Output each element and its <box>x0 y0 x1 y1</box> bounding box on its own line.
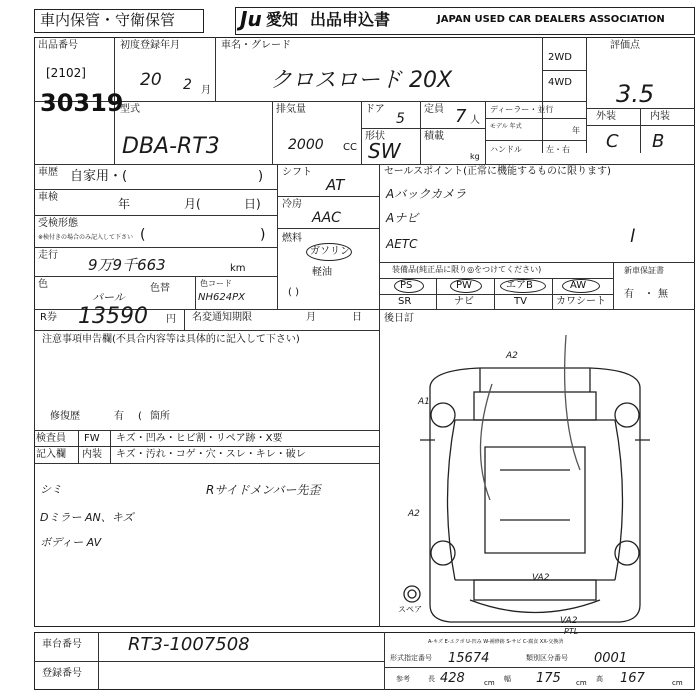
inspector-line-2: Dミラー AN、キズ <box>40 511 134 524</box>
inspector-tag-int: 内装 <box>82 449 102 460</box>
style-value: SW <box>368 139 401 163</box>
fuel-gas: ガソリン <box>310 246 350 257</box>
fuel-diesel: 軽油 <box>312 267 332 278</box>
exterior-value: C <box>606 131 619 152</box>
model-label: 車名・グレード <box>221 40 291 51</box>
repair-place: 箇所 <box>150 411 170 422</box>
drive-4wd: 4WD <box>548 77 572 88</box>
chassis-label: 車台番号 <box>42 639 82 650</box>
mark-va2-bottom: VA2 <box>532 573 550 583</box>
form-cat-value: 0001 <box>594 651 628 666</box>
exterior-label: 外装 <box>596 111 616 122</box>
equip-ps: PS <box>400 280 413 291</box>
receipt-label: 受検形態 <box>38 218 78 229</box>
equip-pw: PW <box>456 280 472 291</box>
history-label: 車歴 <box>38 167 58 178</box>
shift-label: シフト <box>282 167 312 178</box>
drive-2wd: 2WD <box>548 52 572 63</box>
inspection-month: 月( <box>184 197 201 211</box>
displacement-unit: CC <box>343 142 357 153</box>
warranty-no: 無 <box>658 289 668 300</box>
receipt-note: ※検付きの場合のみ記入して下さい <box>38 234 134 241</box>
registration-year: 20 <box>140 70 162 90</box>
dims-len-label: 長 <box>428 675 435 683</box>
dims-wid-unit: cm <box>576 679 587 687</box>
dims-hgt: 167 <box>620 671 645 686</box>
fuel-label: 燃料 <box>282 233 302 244</box>
history-value: 自家用・( <box>70 169 128 184</box>
dims-hgt-unit: cm <box>672 679 683 687</box>
dims-wid-label: 幅 <box>504 675 511 683</box>
tax-day: 日 <box>352 312 362 323</box>
dims-len-unit: cm <box>484 679 495 687</box>
equip-aw: AW <box>570 280 587 291</box>
chassis-value: RT3-1007508 <box>128 634 250 655</box>
inspector-line-3: ボディー AV <box>40 536 102 549</box>
recycle-label: R券 <box>40 312 57 323</box>
loadcap-label: 積載 <box>424 131 444 142</box>
dims-wid: 175 <box>536 671 561 686</box>
warranty-sep: ・ <box>644 289 654 300</box>
mark-a2-top: A2 <box>506 351 518 361</box>
interior-label: 内装 <box>650 111 670 122</box>
association-name: JAPAN USED CAR DEALERS ASSOCIATION <box>437 14 665 25</box>
equip-navi: ナビ <box>454 296 474 307</box>
color-label: 色 <box>38 279 48 290</box>
mark-ptl: PTL <box>564 627 579 636</box>
form-model-label: 形式指定番号 <box>390 654 432 662</box>
equip-seat: カワシート <box>556 296 606 307</box>
dims-len: 428 <box>440 671 465 686</box>
loadcap-unit: kg <box>470 152 480 161</box>
inspection-day: 日) <box>244 197 261 211</box>
color-code: NH624PX <box>198 292 245 303</box>
steering-options: 左・右 <box>546 145 570 154</box>
inspector-label-1: 検査員 <box>36 433 66 444</box>
region-label: 愛知 <box>266 10 299 29</box>
aircon-label: 冷房 <box>282 199 302 210</box>
dealer-label: ディーラー・並行 <box>490 105 554 114</box>
type-label: 型式 <box>120 104 140 115</box>
score-value: 3.5 <box>616 80 655 108</box>
form-model-value: 15674 <box>448 651 490 666</box>
capacity-unit: 人 <box>470 115 480 126</box>
mark-a2-left: A2 <box>408 509 420 519</box>
displacement-value: 2000 <box>288 137 324 153</box>
registration-month: 2 <box>183 77 192 93</box>
registration-label: 初度登録年月 <box>120 40 180 51</box>
rear-note-label: 後日訂 <box>384 313 414 324</box>
receipt-open: ( <box>140 227 146 243</box>
repair-label: 修復歴 <box>50 411 80 422</box>
inspector-tag-fw: FW <box>84 433 100 444</box>
inspector-text-fw: キズ・凹み・ヒビ割・リペア跡・X要 <box>116 433 283 444</box>
plate-label: 登録番号 <box>42 668 82 679</box>
model-year-label: モデル 年式 <box>490 123 522 130</box>
equip-sr: SR <box>398 296 412 307</box>
receipt-close: ) <box>260 227 266 243</box>
lot-label: 出品番号 <box>38 40 78 51</box>
color-code-label: 色コード <box>200 279 232 288</box>
dims-ref: 参考 <box>396 675 410 683</box>
shift-value: AT <box>326 176 345 194</box>
mileage-label: 走行 <box>38 250 58 261</box>
recycle-unit: 円 <box>166 314 176 325</box>
steering-label: ハンドル <box>490 145 522 154</box>
fuel-other: ( ) <box>288 287 299 298</box>
sales-point-mark: l <box>630 226 636 247</box>
registration-month-unit: 月 <box>201 85 211 96</box>
interior-value: B <box>652 131 665 152</box>
repair-open: ( <box>138 411 142 422</box>
equip-airbag: エアB <box>506 280 533 291</box>
doors-value: 5 <box>396 111 405 127</box>
spare-label: スペア <box>398 605 422 614</box>
inspector-text-int: キズ・汚れ・コゲ・穴・スレ・キレ・破レ <box>116 449 306 460</box>
color-value: パール <box>92 291 125 304</box>
form-cat-label: 類別区分番号 <box>526 654 568 662</box>
model-name: クロスロード 20X <box>270 68 453 93</box>
notes-label: 注意事項申告欄(不具合内容等は具体的に記入して下さい) <box>42 334 300 345</box>
ju-logo: Ju <box>240 7 262 31</box>
lot-number: 30319 <box>40 89 124 117</box>
capacity-label: 定員 <box>424 104 444 115</box>
mark-a1: A1 <box>418 397 430 407</box>
inspector-line-4: Rサイドメンバー先歪 <box>206 483 321 497</box>
inspector-label-2: 記入欄 <box>36 449 66 460</box>
form-title: 出品申込書 <box>310 10 391 29</box>
doors-label: ドア <box>365 104 385 115</box>
score-label: 評価点 <box>610 40 640 51</box>
lot-small: [2102] <box>46 66 86 80</box>
history-close: ) <box>258 169 264 184</box>
inspection-year: 年 <box>118 197 131 211</box>
type-value: DBA-RT3 <box>122 134 220 159</box>
storage-label: 車内保管・守衛保管 <box>40 11 176 29</box>
capacity-value: 7 <box>455 106 467 127</box>
tax-month: 月 <box>306 312 316 323</box>
sales-point-2: Aナビ <box>386 211 419 225</box>
inspection-label: 車検 <box>38 192 58 203</box>
mileage-unit: km <box>230 263 246 274</box>
year-unit: 年 <box>572 126 580 135</box>
dims-hgt-label: 高 <box>596 675 603 683</box>
color-change-label: 色替 <box>150 283 170 294</box>
damage-legend: A-キズ E-エクボ U-凹み W-補修跡 S-サビ C-腐食 XX-交換済 <box>428 639 564 645</box>
sales-point-3: AETC <box>386 237 418 251</box>
displacement-label: 排気量 <box>276 104 306 115</box>
mileage-value: 9万9千663 <box>88 256 166 274</box>
warranty-yes: 有 <box>624 289 634 300</box>
repair-value: 有 <box>114 411 124 422</box>
equipment-label: 装備品(純正品に限り◎をつけてください) <box>392 265 542 274</box>
tax-label: 名変通知期限 <box>192 312 252 323</box>
equip-tv: TV <box>514 296 527 307</box>
recycle-value: 13590 <box>78 304 148 329</box>
mark-va2-rear: VA2 <box>560 616 578 626</box>
aircon-value: AAC <box>312 210 341 226</box>
inspector-line-1: シミ <box>40 483 62 496</box>
style-label: 形状 <box>365 131 385 142</box>
sales-point-1: Aバックカメラ <box>386 187 467 201</box>
sales-points-label: セールスポイント(正常に機能するものに限ります) <box>384 166 611 177</box>
warranty-label: 新車保証書 <box>624 266 664 275</box>
